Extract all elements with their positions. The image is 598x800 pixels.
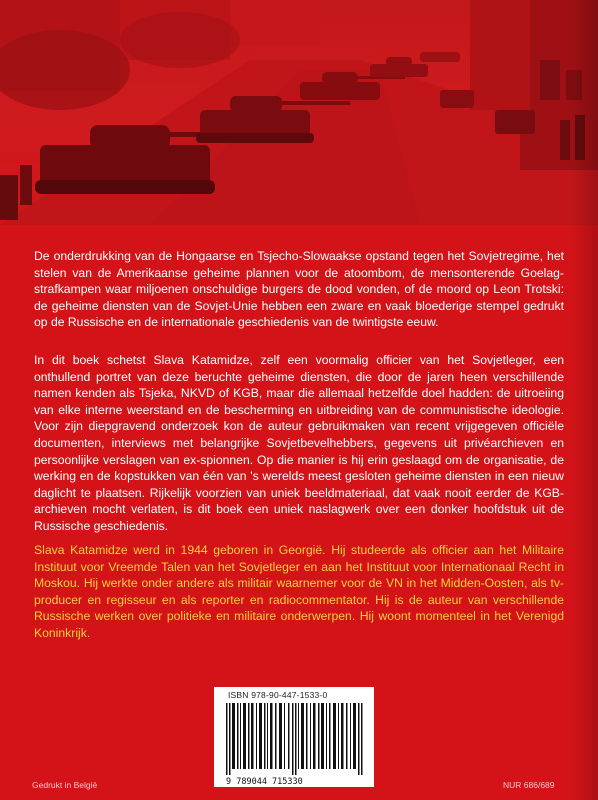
description-paragraph: In dit boek schetst Slava Katamidze, zelf een voormalig officier van het Sovjetleger, een onthullend portret van deze beruchte geheime diensten, die door de jaren heen verschillende namen kenden als Tsjeka, NKVD of KGB, maar die allemaal hetzelfde doel hadden: de uitroeiing van elke interne weerstand en de bescherming en uitbreiding van de communistische ideologie. Voor zijn diepgravend onderzoek kon de auteur gebruikmaken van recent vrijgegeven officiële documenten, interviews met belangrijke Sovjetbevelhebbers, gegevens uit privéarchieven en persoonlijke verslagen van ex-spionnen. Op die manier is hij erin geslaagd om de organisatie, de werking en de kopstukken van één van 's werelds meest gesloten geheime diensten in een nieuw daglicht te plaatsen. Rijkelijk voorzien van uniek beeldmateriaal, dat vaak nooit eerder de KGB-archieven mocht verlaten, is dit boek een uniek naslagwerk over een donker hoofdstuk uit de Russische geschiedenis. bbox=[34, 353, 564, 533]
printed-in-label: Gedrukt in België bbox=[32, 780, 98, 790]
barcode-digits: 9 789044 715330 bbox=[226, 777, 303, 787]
tanks-photo-graphic bbox=[0, 0, 598, 225]
author-bio: Slava Katamidze werd in 1944 geboren in Georgië. Hij studeerde als officier aan het Militaire Instituut voor Vreemde Talen van het Sovjetleger en aan het Instituut voor Internationaal Recht in Moskou. Hij werkte onder andere als militair waarnemer voor de VN in het Midden-Oosten, als tv-producer en regisseur en als reporter en radiocommentator. Hij is de auteur van verschillende Russische werken over politieke en militaire onderwerpen. Hij woont momenteel in het Verenigd Koninkrijk. bbox=[34, 543, 564, 640]
tanks-photo bbox=[0, 0, 598, 225]
nur-code: NUR 686/689 bbox=[503, 780, 555, 790]
spine-shadow bbox=[570, 0, 598, 800]
isbn-label: ISBN 978-90-447-1533-0 bbox=[228, 690, 328, 700]
intro-paragraph: De onderdrukking van de Hongaarse en Tsjecho-Slowaakse opstand tegen het Sovjetregime, het stelen van de Amerikaanse geheime plannen voor de atoombom, de mensonterende Goelag-strafkampen waar miljoenen onschuldige burgers de dood vonden, of de moord op Leon Trotski: de geheime diensten van de Sovjet-Unie hebben een zware en vaak bloederige stempel gedrukt op de Russische en de internationale geschiedenis van de twintigste eeuw. bbox=[34, 249, 564, 330]
barcode-bars bbox=[226, 703, 364, 775]
